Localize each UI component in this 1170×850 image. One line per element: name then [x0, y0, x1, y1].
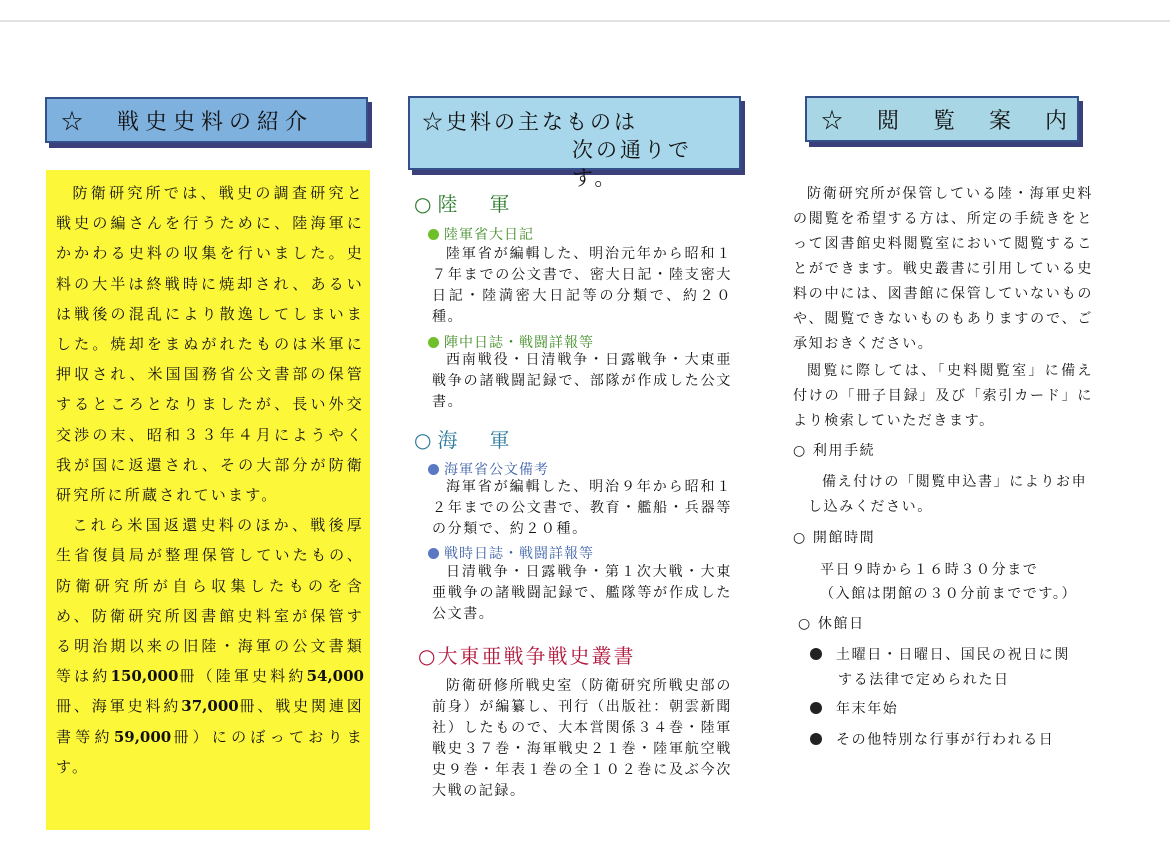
navy-text-2: 日清戦争・日露戦争・第１次大戦・大東亜戦争の諸戦闘記録で、艦隊等が作成した公文書。 — [432, 564, 732, 622]
black-bullet-icon — [810, 648, 822, 660]
top-rule — [0, 20, 1170, 22]
middle-header-line1: ☆史料の主なものは — [422, 110, 638, 134]
navy-section-title: ○海 軍 — [414, 428, 516, 452]
green-bullet-icon — [428, 337, 439, 348]
intro-paragraph-1: 防衛研究所では、戦史の調査研究と戦史の編さんを行うために、陸海軍にかかわる史料の収集を行いました。史料の大半は終戦時に焼却され、あるいは戦後の混乱により散逸してしまいました。焼却をまぬがれたものは米軍に押収され、米国国務省公文書部の保管するところとなりましたが、長い外交交渉の末、昭和３３年４月にようやく我が国に返還され、その大部分が防衛研究所に所蔵されています。 — [56, 184, 364, 505]
intro-text-block — [56, 178, 364, 782]
left-header: ☆ 戦史史料の紹介 — [45, 97, 368, 143]
army-text-1: 陸軍省が編輯した、明治元年から昭和１７年までの公文書で、密大日記・陸支密大日記・陸満密大日記等の分類で、約２０種。 — [432, 246, 732, 325]
blue-bullet-icon — [428, 464, 439, 475]
middle-header-line2: 次の通りです。 — [572, 138, 692, 190]
book-text: 防衛研修所戦史室（防衛研究所戦史部の前身）が編纂し、刊行（出版社：朝雲新聞社）したもので、大本営関係３４巻・陸軍戦史３７巻・海軍戦史２１巻・陸軍航空戦史９巻・年表１巻の全１０２巻に及ぶ今次大戦の記録。 — [432, 678, 732, 799]
army-section-title: ○陸 軍 — [414, 192, 516, 216]
closed-item-2: 年末年始 — [810, 697, 898, 722]
reading-intro: 防衛研究所が保管している陸・海軍史料の閲覧を希望する方は、所定の手続きをとって図書館史料閲覧室において閲覧することができます。戦史叢書に引用している史料の中には、図書館に保管していないものや、閲覧できないものもありますので、ご承知おきください。 — [793, 186, 1093, 352]
closed-label: ○ 休館日 — [798, 616, 865, 632]
army-text-2: 西南戦役・日清戦争・日露戦争・大東亜戦争の諸戦闘記録で、部隊が作成した公文書。 — [432, 352, 732, 410]
army-sub-1: 陸軍省大日記 — [428, 224, 534, 244]
intro-paragraph-2: これら米国返還史料のほか、戦後厚生省復員局が整理保管していたもの、防衛研究所が自ら収集したものを含め、防衛研究所図書館史料室が保管する明治期以来の旧陸・海軍の公文書類等は約150,000冊（陸軍史料約54,000冊、海軍史料約37,000冊、戦史関連図書等約59,000冊）にのぼっております。 — [56, 516, 365, 776]
hours-line-2: （入館は閉館の３０分前までです。） — [820, 586, 1078, 602]
green-bullet-icon — [428, 229, 439, 240]
army-sub-2: 陣中日誌・戦闘詳報等 — [428, 332, 594, 352]
right-header: ☆ 閲 覧 案 内 — [805, 96, 1079, 142]
middle-header — [408, 96, 741, 190]
blue-bullet-icon — [428, 548, 439, 559]
procedure-text: 備え付けの「閲覧申込書」によりお申し込みください。 — [808, 474, 1088, 515]
closed-item-1: 土曜日・日曜日、国民の祝日に関 — [810, 643, 1070, 668]
black-bullet-icon — [810, 702, 822, 714]
closed-item-1-cont: する法律で定められた日 — [838, 672, 1010, 688]
procedure-label: ○ 利用手続 — [793, 443, 876, 459]
hours-label: ○ 開館時間 — [793, 530, 876, 546]
navy-text-1: 海軍省が編輯した、明治９年から昭和１２年までの公文書で、教育・艦船・兵器等の分類で、約２０種。 — [432, 479, 732, 537]
navy-sub-1: 海軍省公文備考 — [428, 459, 549, 479]
black-bullet-icon — [810, 733, 822, 745]
hours-line-1: 平日９時から１６時３０分まで — [820, 562, 1039, 578]
navy-sub-2: 戦時日誌・戦闘詳報等 — [428, 543, 594, 563]
book-section-title: ○大東亜戦争戦史叢書 — [418, 644, 636, 668]
closed-item-3: その他特別な行事が行われる日 — [810, 728, 1054, 753]
reading-intro-2: 閲覧に際しては、「史料閲覧室」に備え付けの「冊子目録」及び「索引カード」により検索していただきます。 — [793, 363, 1093, 429]
